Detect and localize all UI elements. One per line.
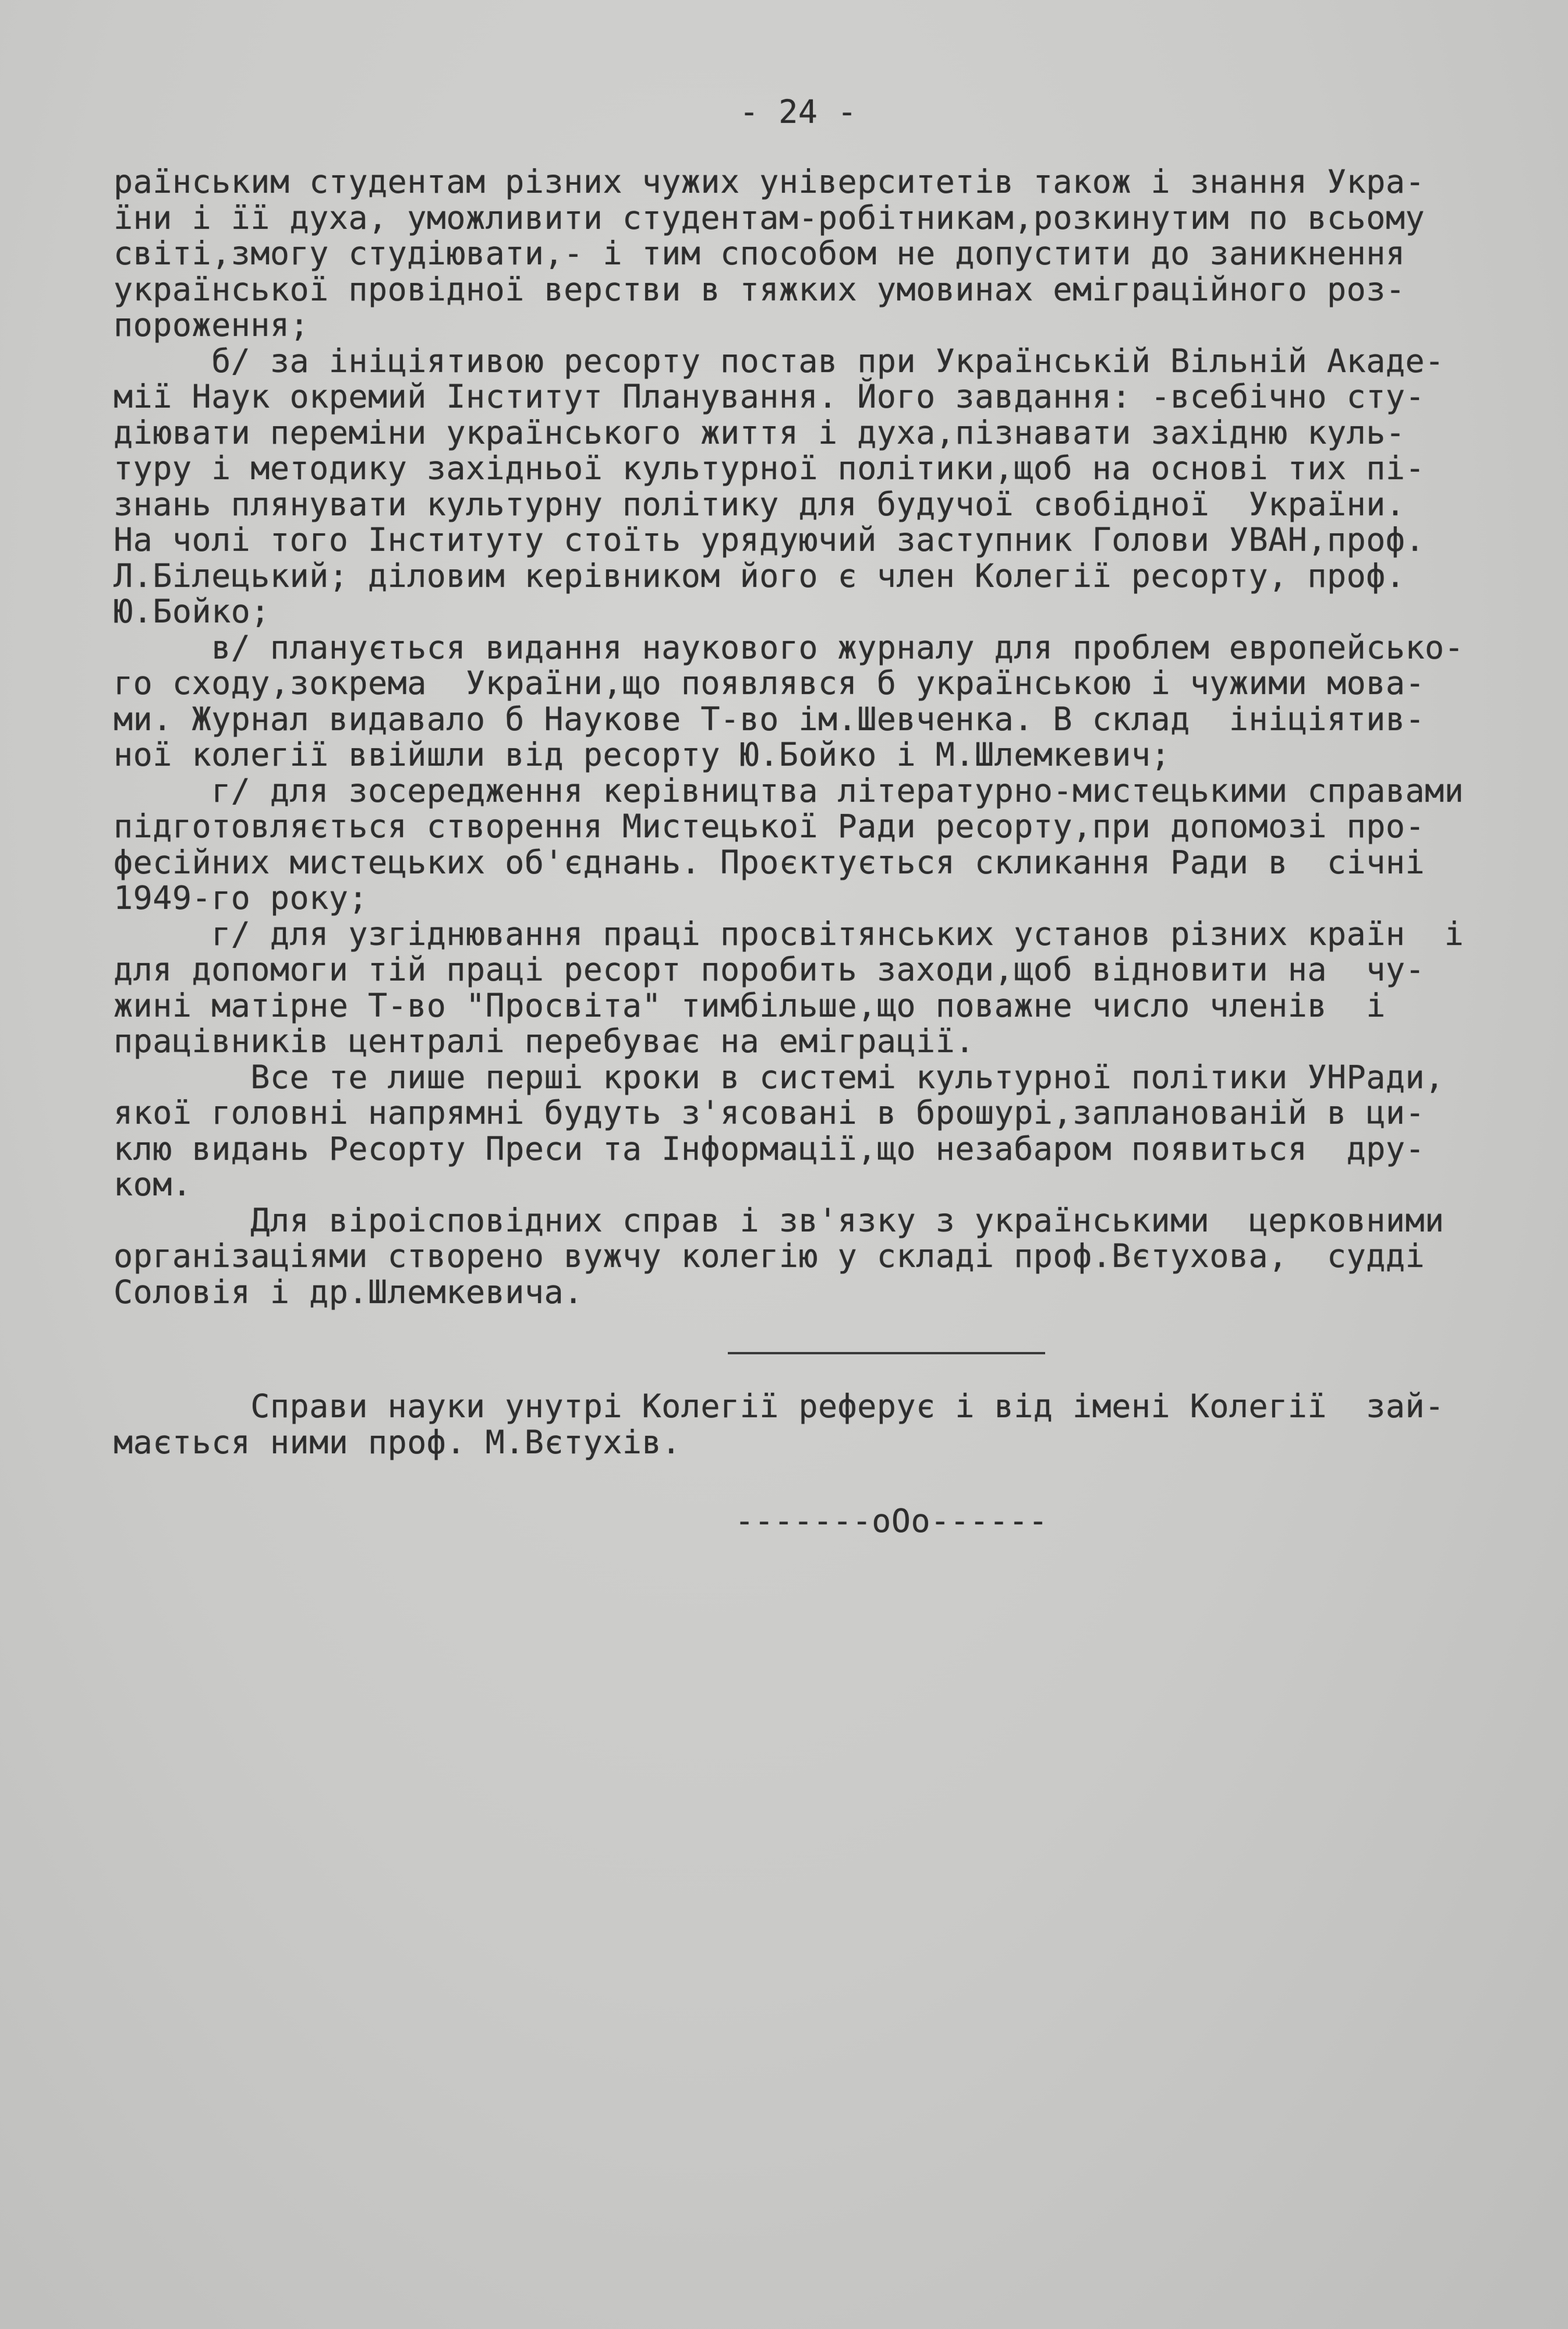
closing-paragraph: [114, 1389, 1523, 1460]
text-line: фесійних мистецьких об'єднань. Проєктується скликання Ради в січні: [114, 843, 1425, 881]
text-line: їни і її духа, уможливити студентам-робітникам,розкинутим по всьому: [114, 199, 1425, 236]
main-text-body: [114, 164, 1523, 1310]
page-number: - 24 -: [739, 93, 857, 130]
end-mark: -------oOo------: [735, 1502, 1048, 1539]
text-line: г/ для узгіднювання праці просвітянських установ різних країн і: [114, 915, 1464, 953]
text-line: знань плянувати культурну політику для будучої свобідної України.: [114, 485, 1406, 523]
text-line: підготовляється створення Мистецької Ради ресорту,при допомозі про-: [114, 808, 1425, 845]
text-line: світі,змогу студіювати,- і тим способом не допустити до заникнення: [114, 235, 1406, 272]
text-line: Ю.Бойко;: [114, 593, 270, 630]
text-line: го сходу,зокрема України,що появлявся б українською і чужими мова-: [114, 664, 1425, 702]
text-line: На чолі того Інституту стоїть урядуючий заступник Голови УВАН,проф.: [114, 521, 1425, 558]
text-line: ми. Журнал видавало б Наукове Т-во ім.Шевченка. В склад ініціятив-: [114, 700, 1425, 738]
text-line: ної колегії ввійшли від ресорту Ю.Бойко і М.Шлемкевич;: [114, 736, 1171, 773]
text-line: діювати переміни українського життя і духа,пізнавати західню куль-: [114, 413, 1406, 451]
text-line: г/ для зосередження керівництва літературно-мистецькими справами: [114, 771, 1464, 809]
text-line: Справи науки унутрі Колегії реферує і від імені Колегії зай-: [114, 1388, 1445, 1425]
text-line: в/ планується видання наукового журналу для проблем европейсько-: [114, 628, 1464, 666]
text-line: б/ за ініціятивою ресорту постав при Українській Вільній Акаде-: [114, 342, 1445, 380]
text-line: раїнським студентам різних чужих університетів також і знання Укра-: [114, 163, 1425, 200]
separator-rule: [728, 1352, 1045, 1354]
text-line: Для віроісповідних справ і зв'язку з українськими церковними: [114, 1201, 1445, 1239]
text-line: Л.Білецький; діловим керівником його є член Колегії ресорту, проф.: [114, 557, 1406, 594]
text-line: пороження;: [114, 306, 310, 344]
text-line: організаціями створено вужчу колегію у складі проф.Вєтухова, судді: [114, 1237, 1425, 1275]
text-line: мії Наук окремий Інститут Планування. Його завдання: -всебічно сту-: [114, 378, 1425, 415]
text-line: для допомоги тій праці ресорт поробить заходи,щоб відновити на чу-: [114, 951, 1425, 988]
text-line: жині матірне Т-во "Просвіта" тимбільше,що поважне число членів і: [114, 986, 1386, 1024]
text-line: якої головні напрямні будуть з'ясовані в брошурі,запланованій в ци-: [114, 1094, 1425, 1131]
text-line: 1949-го року;: [114, 879, 368, 916]
text-line: туру і методику західньої культурної політики,щоб на основі тих пі-: [114, 449, 1425, 487]
text-line: працівників централі перебуває на еміграції.: [114, 1022, 975, 1060]
text-line: мається ними проф. М.Вєтухів.: [114, 1423, 681, 1461]
text-line: української провідної верстви в тяжких умовинах еміграційного роз-: [114, 270, 1406, 308]
text-line: клю видань Ресорту Преси та Інформації,що незабаром появиться дру-: [114, 1130, 1425, 1167]
text-line: ком.: [114, 1166, 192, 1203]
text-line: Соловія і др.Шлемкевича.: [114, 1273, 583, 1311]
text-line: Все те лише перші кроки в системі культурної політики УНРади,: [114, 1058, 1445, 1096]
